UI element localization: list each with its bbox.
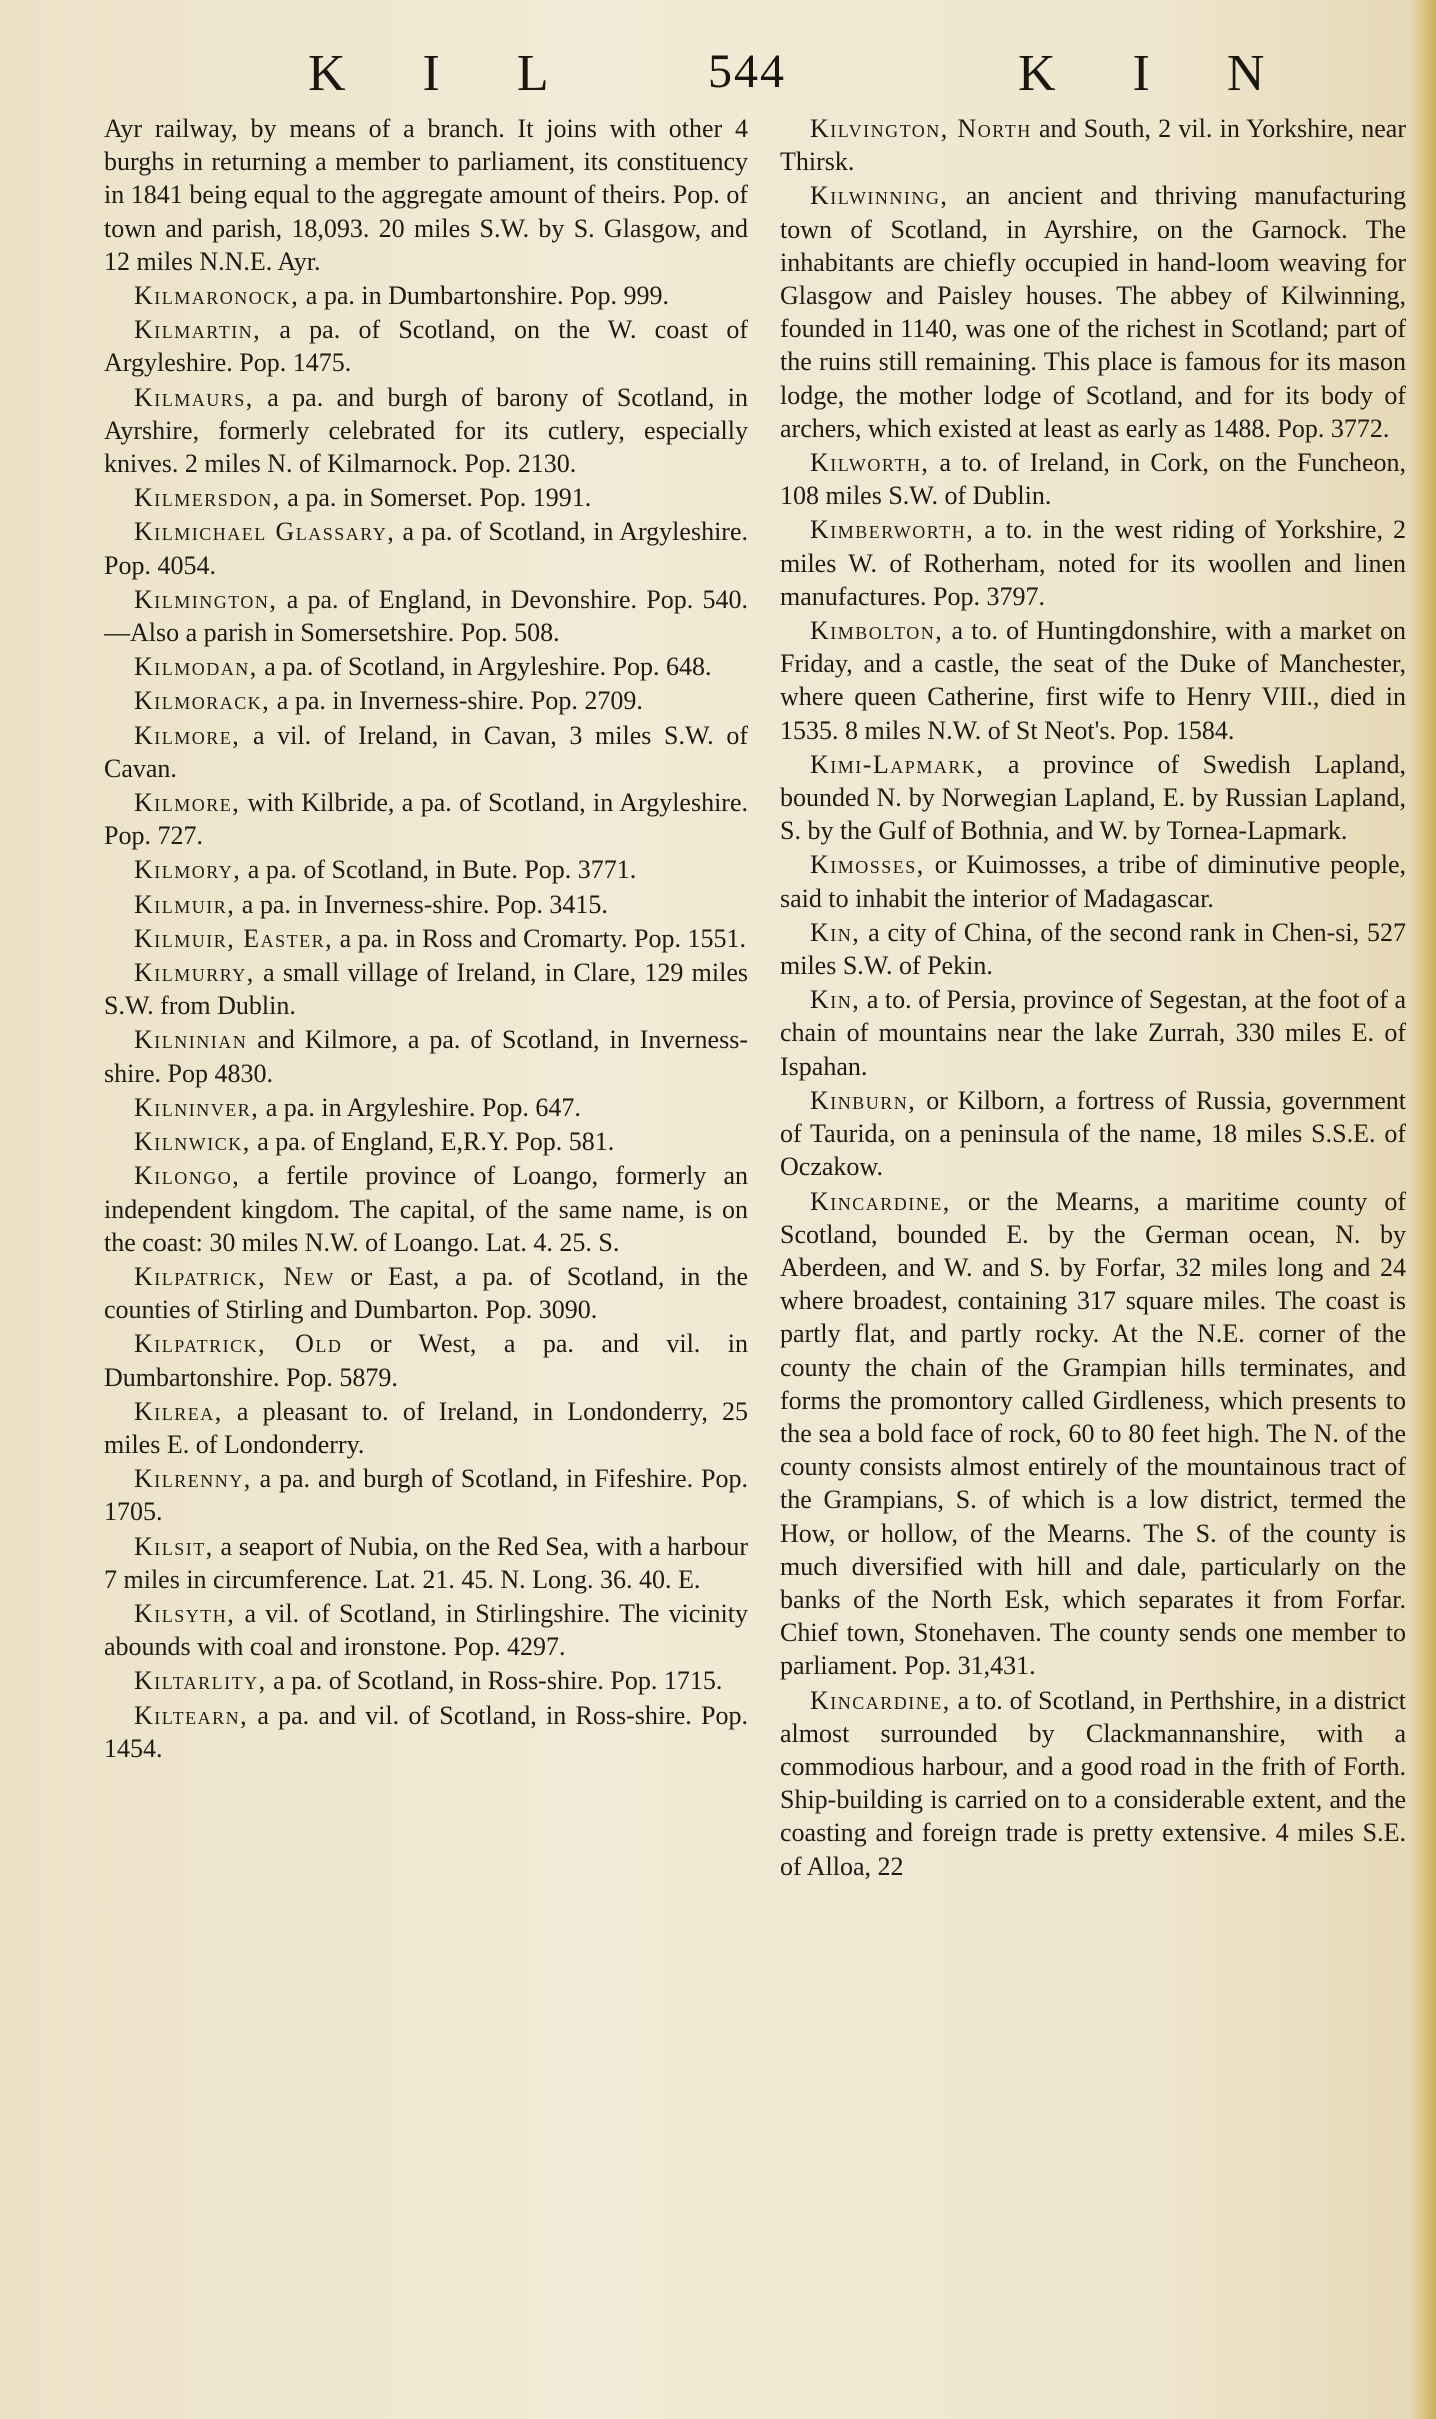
entry-text: a pa. and burgh of Scotland, in Fifeshire. Pop. 1705. xyxy=(104,1464,748,1527)
entry-headword: Kilpatrick, Old xyxy=(134,1329,343,1359)
gazetteer-entry xyxy=(104,381,748,481)
entry-headword: Kilmurry, xyxy=(134,958,255,988)
gazetteer-entry xyxy=(104,888,748,921)
gazetteer-entry xyxy=(104,1125,748,1158)
entry-headword: Kilpatrick, New xyxy=(134,1261,335,1291)
entry-headword: Kilmartin, xyxy=(134,315,262,345)
gazetteer-entry xyxy=(104,956,748,1022)
entry-text: a pa. of Scotland, in Bute. Pop. 3771. xyxy=(241,855,637,885)
entry-text: a city of China, of the second rank in Chen-si, 527 miles S.W. of Pekin. xyxy=(780,917,1406,981)
gazetteer-entry xyxy=(104,853,748,886)
entry-text: a pa. in Inverness-shire. Pop. 2709. xyxy=(270,686,643,716)
gazetteer-entry xyxy=(104,279,748,312)
entry-text: a to. of Scotland, in Perthshire, in a district almost surrounded by Clackmannanshire, with a commodious harbour, and a good road in the frith of Forth. Ship-building is carried on to a considerable extent, and the coasting and foreign trade is pretty extensive. 4 miles S.E. of Alloa, 22 xyxy=(780,1685,1406,1881)
gazetteer-entry xyxy=(780,179,1406,445)
entry-headword: Kilmore, xyxy=(134,788,241,818)
entry-text: a to. of Ireland, in Cork, on the Funcheon, 108 miles S.W. of Dublin. xyxy=(780,448,1406,511)
entry-headword: Kilmuir, xyxy=(134,889,236,919)
header-right-guide: K I N xyxy=(1018,45,1297,102)
running-header xyxy=(0,44,1436,114)
entry-text: a small village of Ireland, in Clare, 129 miles S.W. from Dublin. xyxy=(104,958,748,1021)
entry-text: a to. in the west riding of Yorkshire, 2 miles W. of Rotherham, noted for its woollen and linen manufactures. Pop. 3797. xyxy=(780,515,1406,611)
gazetteer-entry xyxy=(104,1159,748,1259)
entry-text: and South, 2 vil. in Yorkshire, near Thirsk. xyxy=(780,114,1406,177)
gazetteer-entry xyxy=(780,513,1406,613)
entry-text: an ancient and thriving manufacturing town of Scotland, in Ayrshire, on the Garnock. The inhabitants are chiefly occupied in hand-loom weaving for Glasgow and Paisley houses. The abbey of Kilwinning, founded in 1140, was one of the richest in Scotland; part of the ruins still remaining. This place is famous for its mason lodge, the mother lodge of Scotland, and for its body of archers, which existed at least as early as 1488. Pop. 3772. xyxy=(780,181,1406,443)
entry-text: or Kilborn, a fortress of Russia, government of Taurida, on a peninsula of the name, 18 miles S.S.E. of Oczakow. xyxy=(780,1085,1406,1182)
entry-text: a fertile province of Loango, formerly an independent kingdom. The capital, of the same name, is on the coast: 30 miles N.W. of Loango. Lat. 4. 25. S. xyxy=(104,1161,748,1257)
entry-text: a to. of Huntingdonshire, with a market on Friday, and a castle, the seat of the Duke of Manchester, where queen Catherine, first wife to Henry VIII., died in 1535. 8 miles N.W. of St Neot's. Pop. 1584. xyxy=(780,616,1406,745)
page-number: 544 xyxy=(708,45,786,98)
gazetteer-entry xyxy=(104,583,748,649)
gazetteer-entry xyxy=(104,786,748,852)
entry-text: a pa. and burgh of barony of Scotland, in Ayrshire, formerly celebrated for its cutlery, especially knives. 2 miles N. of Kilmarnock. Pop. 2130. xyxy=(104,382,748,479)
entry-text: or West, a pa. and vil. in Dumbartonshire. Pop. 5879. xyxy=(104,1329,748,1392)
entry-headword: Kilrea, xyxy=(134,1396,223,1426)
entry-headword: Kilmuir, Easter, xyxy=(134,923,334,953)
gazetteer-entry xyxy=(104,719,748,785)
gazetteer-entry xyxy=(104,1260,748,1326)
entry-text: a province of Swedish Lapland, bounded N. by Norwegian Lapland, E. by Russian Lapland, S. by the Gulf of Bothnia, and W. by Tornea-Lapmark. xyxy=(780,749,1406,846)
entry-headword: Kilmaronock, xyxy=(134,281,300,311)
entry-headword: Kimberworth, xyxy=(810,515,975,545)
page-edge-shade xyxy=(1410,0,1436,2419)
gazetteer-entry xyxy=(104,1597,748,1663)
gazetteer-entry xyxy=(780,112,1406,178)
gazetteer-entry xyxy=(780,1185,1406,1683)
entry-headword: Kilrenny, xyxy=(134,1464,252,1494)
gazetteer-entry xyxy=(104,1664,748,1697)
entry-headword: Kincardine, xyxy=(810,1685,951,1715)
entry-headword: Kilmore, xyxy=(134,720,241,750)
gazetteer-entry xyxy=(780,916,1406,982)
entry-headword: Kilongo, xyxy=(134,1161,241,1191)
header-left-guide: K I L xyxy=(308,45,581,102)
entry-text: a pa. of Scotland, in Argyleshire. Pop. 648. xyxy=(257,652,712,682)
entry-headword: Kin, xyxy=(810,985,861,1015)
entry-text: a pa. in Inverness-shire. Pop. 3415. xyxy=(235,889,608,919)
gazetteer-entry xyxy=(104,1327,748,1393)
entry-headword: Kimi-Lapmark, xyxy=(810,749,985,779)
entry-headword: Kiltarlity, xyxy=(134,1666,267,1696)
right-column xyxy=(780,112,1406,2402)
entry-headword: Kimosses, xyxy=(810,850,925,880)
entry-headword: Kimbolton, xyxy=(810,616,944,646)
gazetteer-entry xyxy=(104,922,748,955)
entry-headword: Kilvington, North xyxy=(810,114,1032,143)
entry-headword: Kilnwick, xyxy=(134,1127,251,1157)
left-column xyxy=(104,112,748,2402)
entry-text: a vil. of Ireland, in Cavan, 3 miles S.W. of Cavan. xyxy=(104,720,748,783)
entry-text: Ayr railway, by means of a branch. It joins with other 4 burghs in returning a member to parliament, its constituency in 1841 being equal to the aggregate amount of theirs. Pop. of town and parish, 18,093. 20 miles S.W. by S. Glasgow, and 12 miles N.N.E. Ayr. xyxy=(104,114,748,276)
entry-headword: Kilmorack, xyxy=(134,686,271,716)
entry-headword: Kilmodan, xyxy=(134,652,258,682)
gazetteer-entry xyxy=(780,1684,1406,1883)
entry-text: a pa. in Argyleshire. Pop. 647. xyxy=(259,1092,581,1122)
entry-text: or Kuimosses, a tribe of diminutive people, said to inhabit the interior of Madagascar. xyxy=(780,850,1406,913)
gazetteer-entry xyxy=(104,515,748,581)
entry-text: a vil. of Scotland, in Stirlingshire. The vicinity abounds with coal and ironstone. Pop. 4297. xyxy=(104,1598,748,1662)
entry-headword: Kilmory, xyxy=(134,855,242,885)
entry-text: a seaport of Nubia, on the Red Sea, with a harbour 7 miles in circumference. Lat. 21. 45. N. Long. 36. 40. E. xyxy=(104,1531,748,1594)
gazetteer-entry xyxy=(780,614,1406,747)
entry-text: or the Mearns, a maritime county of Scotland, bounded E. by the German ocean, N. by Aberdeen, and W. and S. by Forfar, 32 miles long and 24 where broadest, containing 317 square miles. The coast is partly flat, and partly rocky. At the N.E. corner of the county the chain of the Grampian hills terminates, and forms the promontory called Girdleness, which presents to the sea a bold face of rock, 60 to 80 feet high. The N. of the county consists almost entirely of the mountainous tract of the Grampians, S. of which is a low district, termed the How, or hollow, of the Mearns. The S. of the county is much diversified with hill and dale, particularly on the banks of the North Esk, which separates it from Forfar. Chief town, Stonehaven. The county sends one member to parliament. Pop. 31,431. xyxy=(780,1186,1406,1681)
gazetteer-entry xyxy=(104,1699,748,1765)
gazetteer-entry xyxy=(104,1091,748,1124)
entry-headword: Kilmichael Glassary, xyxy=(134,517,396,547)
gazetteer-entry xyxy=(104,1395,748,1461)
entry-text: or East, a pa. of Scotland, in the counties of Stirling and Dumbarton. Pop. 3090. xyxy=(104,1261,748,1325)
gazetteer-entry xyxy=(104,481,748,514)
entry-headword: Kilsyth, xyxy=(134,1598,236,1628)
entry-headword: Kilmington, xyxy=(134,584,278,614)
gazetteer-entry xyxy=(780,748,1406,848)
entry-headword: Kiltearn, xyxy=(134,1700,249,1730)
entry-text: a pa. of Scotland, on the W. coast of Argyleshire. Pop. 1475. xyxy=(104,315,748,378)
entry-headword: Kilmaurs, xyxy=(134,382,254,412)
gazetteer-entry xyxy=(780,983,1406,1083)
entry-headword: Kilsit, xyxy=(134,1531,214,1561)
gazetteer-entry xyxy=(780,848,1406,914)
gazetteer-entry xyxy=(104,1530,748,1596)
gazetteer-entry xyxy=(104,650,748,683)
gazetteer-entry xyxy=(104,1462,748,1528)
entry-text: a pa. in Somerset. Pop. 1991. xyxy=(280,483,592,513)
entry-headword: Kin, xyxy=(810,917,861,947)
entry-headword: Kincardine, xyxy=(810,1186,951,1216)
entry-headword: Kilwinning, xyxy=(810,181,949,211)
entry-text: a to. of Persia, province of Segestan, at the foot of a chain of mountains near the lake Zurrah, 330 miles E. of Ispahan. xyxy=(780,985,1406,1081)
gazetteer-entry xyxy=(104,112,748,278)
entry-text: a pa. of England, E,R.Y. Pop. 581. xyxy=(250,1127,615,1157)
entry-headword: Kilninian xyxy=(134,1025,248,1055)
entry-headword: Kilmersdon, xyxy=(134,483,281,513)
entry-text: a pa. in Dumbartonshire. Pop. 999. xyxy=(299,281,670,311)
entry-text: with Kilbride, a pa. of Scotland, in Argyleshire. Pop. 727. xyxy=(104,788,748,851)
entry-headword: Kilworth, xyxy=(810,448,930,478)
entry-text: a pa. of Scotland, in Argyleshire. Pop. 4054. xyxy=(104,517,748,580)
gazetteer-entry xyxy=(104,313,748,379)
entry-text: a pa. of England, in Devonshire. Pop. 540.—Also a parish in Somersetshire. Pop. 508. xyxy=(104,584,748,648)
entry-text: and Kilmore, a pa. of Scotland, in Inverness-shire. Pop 4830. xyxy=(104,1025,748,1088)
gazetteer-entry xyxy=(104,684,748,717)
entry-text: a pa. in Ross and Cromarty. Pop. 1551. xyxy=(333,923,747,953)
entry-text: a pleasant to. of Ireland, in Londonderry, 25 miles E. of Londonderry. xyxy=(104,1396,748,1459)
entry-headword: Kilninver, xyxy=(134,1092,260,1122)
gazetteer-entry xyxy=(780,446,1406,512)
gazetteer-entry xyxy=(780,1084,1406,1184)
entry-headword: Kinburn, xyxy=(810,1085,917,1115)
entry-text: a pa. of Scotland, in Ross-shire. Pop. 1715. xyxy=(266,1666,723,1696)
entry-text: a pa. and vil. of Scotland, in Ross-shire. Pop. 1454. xyxy=(104,1700,748,1763)
gazetteer-entry xyxy=(104,1023,748,1089)
